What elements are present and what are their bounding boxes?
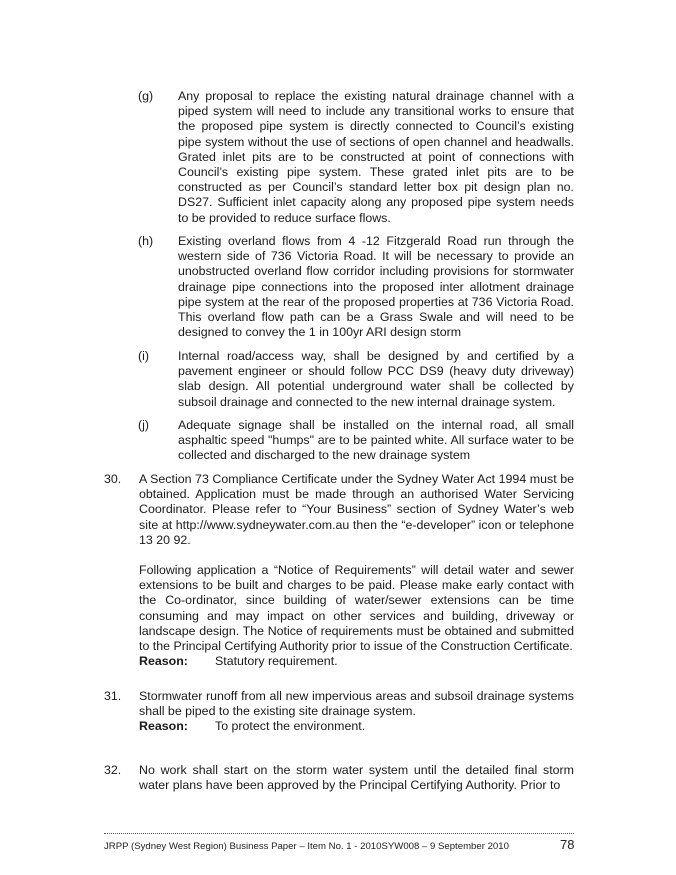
page-number: 78 <box>560 837 575 852</box>
item-paragraph: Following application a “Notice of Requirements” will detail water and sewer extensions to be built and charges to be paid. Please make early contact with the Co-ordinator, since building of water/sewer extensions can be time consuming and may impact on other services and building, driveway or landscape design. The Notice of requirements must be obtained and submitted to the Principal Certifying Authority prior to issue of the Construction Certificate. <box>139 563 574 654</box>
reason-line <box>139 719 574 734</box>
condition-subitem-h <box>138 234 574 340</box>
condition-subitem-g <box>138 89 574 226</box>
subitem-marker: (i) <box>138 349 150 363</box>
item-body <box>139 689 574 735</box>
reason-line <box>139 654 574 669</box>
item-paragraph: A Section 73 Compliance Certificate under the Sydney Water Act 1994 must be obtained. Application must be made through an authorised Water Servicing Coordinator. Please refer to “Your Business” section of Sydney Water’s web site at http://www.sydneywater.com.au then the “e-developer” icon or telephone 13 20 92. <box>139 472 574 547</box>
subitem-marker: (h) <box>138 234 154 248</box>
item-number: 31. <box>104 689 122 703</box>
reason-text: Statutory requirement. <box>215 654 338 669</box>
reason-text: To protect the environment. <box>215 719 366 734</box>
condition-item-31 <box>104 689 574 735</box>
subitem-text: Adequate signage shall be installed on the internal road, all small asphaltic speed "humps" are to be painted white. All surface water to be collected and discharged to the new drainage system <box>178 418 574 463</box>
item-paragraph: No work shall start on the storm water system until the detailed final storm water plans have been approved by the Principal Certifying Authority. Prior to <box>139 763 574 793</box>
footer-divider <box>104 833 574 834</box>
item-number: 32. <box>104 763 122 777</box>
subitem-marker: (g) <box>138 89 154 103</box>
condition-subitem-i <box>138 349 574 410</box>
footer-text: JRPP (Sydney West Region) Business Paper – Item No. 1 - 2010SYW008 – 9 September 2010 <box>104 841 509 852</box>
item-paragraph: Stormwater runoff from all new impervious areas and subsoil drainage systems shall be piped to the existing site drainage system. <box>139 689 574 719</box>
condition-subitem-j <box>138 418 574 464</box>
subitem-marker: (j) <box>138 418 150 432</box>
subitem-text: Internal road/access way, shall be designed by and certified by a pavement engineer or should follow PCC DS9 (heavy duty driveway) slab design. All potential underground water shall be collected by subsoil drainage and connected to the new internal drainage system. <box>178 349 574 409</box>
condition-item-32 <box>104 763 574 793</box>
item-body <box>139 763 574 793</box>
item-body <box>139 472 574 669</box>
reason-label: Reason: <box>139 654 188 669</box>
condition-item-30 <box>104 472 574 669</box>
subitem-text: Any proposal to replace the existing natural drainage channel with a piped system will need to include any transitional works to ensure that the proposed pipe system is directly connected to Council’s existing pipe system without the use of sections of open channel and headwalls. Grated inlet pits are to be constructed at point of connections with Council’s existing pipe system. These grated inlet pits are to be constructed as per Council’s standard letter box pit design plan no. DS27. Sufficient inlet capacity along any proposed pipe system needs to be provided to reduce surface flows. <box>178 89 574 225</box>
subitem-text: Existing overland flows from 4 -12 Fitzgerald Road run through the western side of 736 Victoria Road. It will be necessary to provide an unobstructed overland flow corridor including provisions for stormwater drainage pipe connections into the proposed inter allotment drainage pipe system at the rear of the proposed properties at 736 Victoria Road. This overland flow path can be a Grass Swale and will need to be designed to convey the 1 in 100yr ARI design storm <box>178 234 574 340</box>
item-number: 30. <box>104 472 122 486</box>
reason-label: Reason: <box>139 719 188 734</box>
